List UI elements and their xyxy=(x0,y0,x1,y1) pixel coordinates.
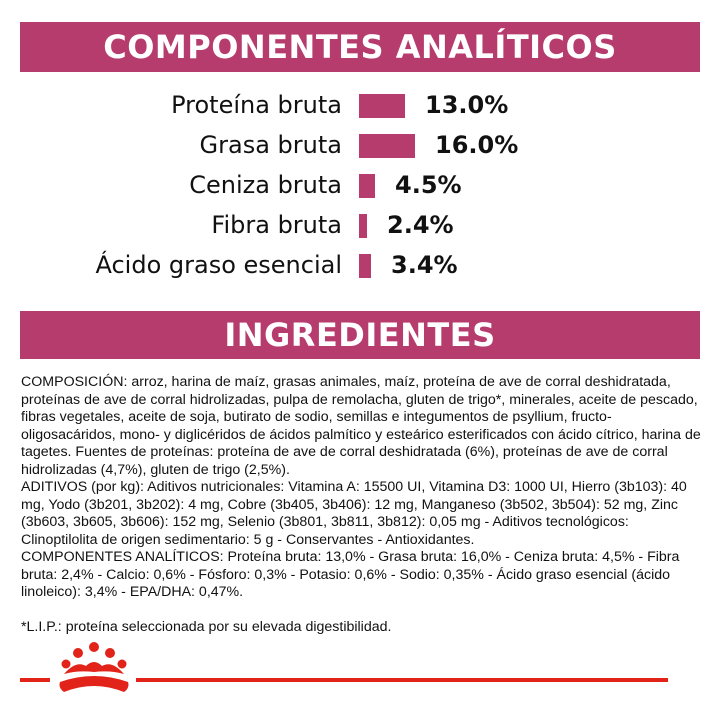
component-value: 2.4% xyxy=(387,211,454,239)
crown-logo-icon xyxy=(50,640,138,700)
component-row xyxy=(0,125,720,165)
component-bar xyxy=(359,134,415,158)
component-label: Grasa bruta xyxy=(199,131,342,159)
ingredients-banner xyxy=(20,311,700,359)
component-row xyxy=(0,205,720,245)
component-value: 4.5% xyxy=(395,171,462,199)
component-bar xyxy=(359,94,405,118)
component-value: 13.0% xyxy=(425,91,509,119)
footnote: *L.I.P.: proteína seleccionada por su elevada digestibilidad. xyxy=(21,619,392,635)
analytical-components-title: COMPONENTES ANALÍTICOS xyxy=(103,28,617,66)
component-bar xyxy=(359,174,375,198)
brand-line-left xyxy=(20,678,50,682)
component-row xyxy=(0,245,720,285)
component-bar xyxy=(359,214,367,238)
component-label: Proteína bruta xyxy=(171,91,342,119)
component-label: Ceniza bruta xyxy=(189,171,342,199)
component-label: Fibra bruta xyxy=(211,211,342,239)
brand-line-right xyxy=(136,678,668,682)
analytical-paragraph: COMPONENTES ANALÍTICOS: Proteína bruta: 13,0% - Grasa bruta: 16,0% - Ceniza bruta: 4,5% - Fibra bruta: 2,4% - Calcio: 0,6% - Fósforo: 0,3% - Potasio: 0,6% - Sodio: 0,35% - Ácido graso esencial (ácido linoleico): 3,4% - EPA/DHA: 0,47%. xyxy=(21,549,680,600)
component-label: Ácido graso esencial xyxy=(95,251,342,279)
component-row xyxy=(0,85,720,125)
ingredients-title: INGREDIENTES xyxy=(224,316,496,354)
ingredients-text xyxy=(21,374,701,602)
component-value: 16.0% xyxy=(435,131,519,159)
component-bar xyxy=(359,254,371,278)
component-row xyxy=(0,165,720,205)
composition-paragraph: COMPOSICIÓN: arroz, harina de maíz, grasas animales, maíz, proteína de ave de corral deshidratada, proteínas de ave de corral hidrolizadas, pulpa de remolacha, gluten de trigo*, minerales, aceite de pescado, fibras vegetales, aceite de soja, butirato de sodio, semillas e integumentos de psyllium, fructo-oligosacáridos, mono- y diglicéridos de ácidos palmítico y esteárico esterificados con ácido cítrico, harina de tagetes. Fuentes de proteínas: proteína de ave de corral deshidratada (6%), proteínas de ave de corral hidrolizadas (4,7%), gluten de trigo (2,5%). xyxy=(21,374,701,478)
analytical-components-banner xyxy=(20,22,700,72)
additives-paragraph: ADITIVOS (por kg): Aditivos nutricionales: Vitamina A: 15500 UI, Vitamina D3: 1000 UI, Hierro (3b103): 40 mg, Yodo (3b201, 3b202): 4 mg, Cobre (3b405, 3b406): 12 mg, Manganeso (3b502, 3b504): 52 mg, Zinc (3b603, 3b605, 3b606): 152 mg, Selenio (3b801, 3b811, 3b812): 0,05 mg - Aditivos tecnológicos: Clinoptilolita de origen sedimentario: 5 g - Conservantes - Antioxidantes. xyxy=(21,479,687,548)
component-value: 3.4% xyxy=(391,251,458,279)
